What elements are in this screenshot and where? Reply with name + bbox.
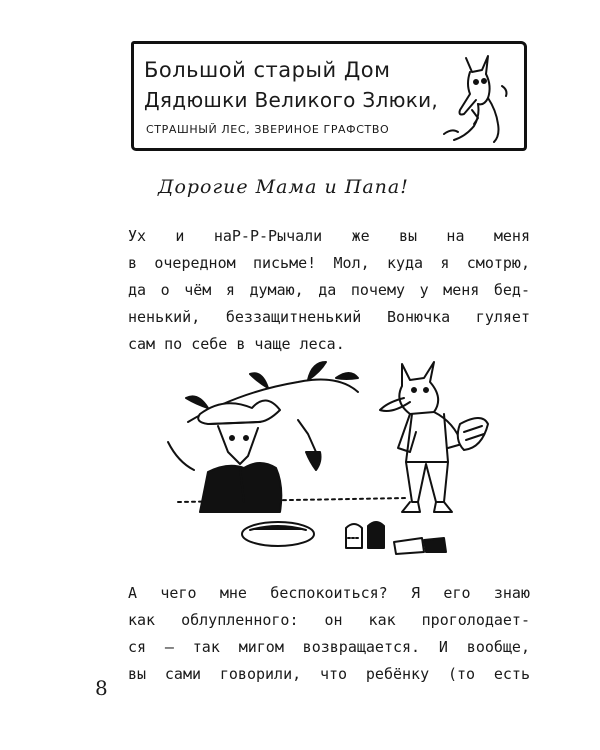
- letterhead-title: Большой старый Дом: [144, 58, 391, 82]
- letter-greeting: Дорогие Мама и Папа!: [158, 176, 409, 198]
- wolf-portrait-icon: [436, 50, 518, 146]
- page-number: 8: [95, 676, 108, 700]
- text-line: как облупленного: он как проголодает-: [128, 611, 530, 629]
- illustration-wolves-at-table: [148, 352, 508, 562]
- letterhead-address: СТРАШНЫЙ ЛЕС, ЗВЕРИНОЕ ГРАФСТВО: [146, 123, 390, 136]
- paragraph-2: [128, 580, 530, 688]
- letterhead-box: [131, 41, 527, 151]
- text-line: А чего мне беспокоиться? Я его знаю: [128, 584, 530, 602]
- text-line: Ух и наР-Р-Рычали же вы на меня: [128, 227, 530, 245]
- text-line: да о чём я думаю, да почему у меня бед-: [128, 281, 530, 299]
- paragraph-1: [128, 223, 530, 358]
- letterhead-subtitle: Дядюшки Великого Злюки,: [144, 88, 439, 112]
- text-line: сам по себе в чаще леса.: [128, 335, 345, 353]
- text-line: вы сами говорили, что ребёнку (то есть: [128, 665, 530, 683]
- text-line: в очередном письме! Мол, куда я смотрю,: [128, 254, 530, 272]
- text-line: ся — так мигом возвращается. И вообще,: [128, 638, 530, 656]
- text-line: ненький, беззащитненький Вонючка гуляет: [128, 308, 530, 326]
